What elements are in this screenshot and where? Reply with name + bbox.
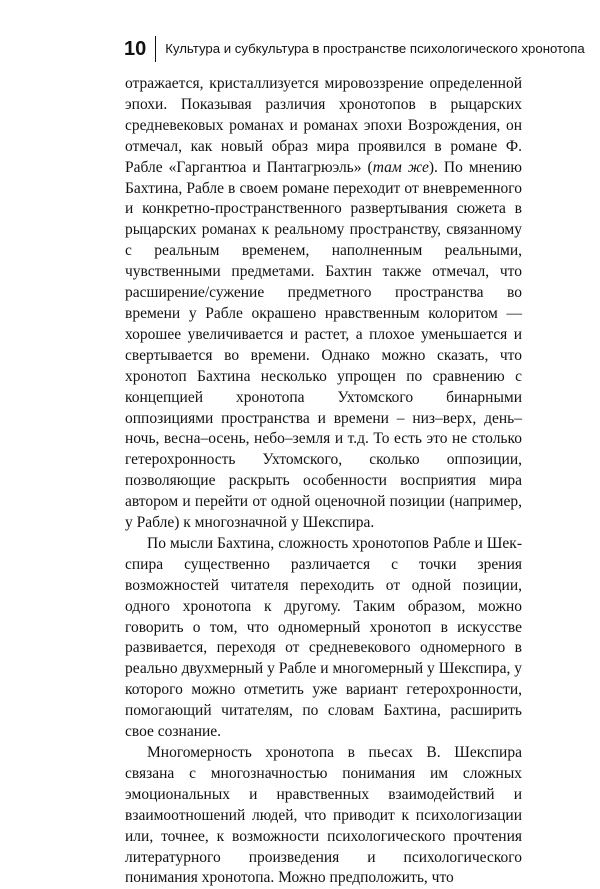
paragraph-1-part-1: отражается, кристаллизуется мировоззрение определенной эпохи. Показывая различия хронотопов в рыцарских средневековых романах и романах эпохи Возрождения, он отмечал, как новый образ мира проявился в романе Ф. Рабле «Гаргантюа и Пантагрюэль» (: [125, 75, 522, 176]
paragraph-1: [125, 74, 522, 534]
paragraph-2: По мысли Бахтина, сложность хронотопов Рабле и Шекспира существенно различается с точки зрения возможностей читателя переходить от одной позиции, одного хронотопа к другому. Таким образом, можно говорить о том, что одномерный хронотоп в искусстве развивается, переходя от средневекового одномерного в реально двухмерный у Рабле и многомерный у Шекспира, у которого можно отметить уже вариант гетерохронности, помогающий читателям, по словам Бахтина, расширить свое сознание.: [125, 534, 522, 741]
citation-emphasis: там же: [372, 158, 429, 176]
running-header: [124, 36, 585, 62]
paragraph-3: Многомерность хронотопа в пьесах В. Шекспира связана с многозначностью понимания им сложных эмоциональных и нравственных взаимодействий и взаимоотношений людей, что приводит к психологизации или, точнее, к возможности психологического прочтения литературного произведения и психологического понимания хронотопа. Можно предположить, что: [125, 744, 522, 887]
body-text: [125, 74, 522, 889]
running-title: Культура и субкультура в пространстве психологического хронотопа: [165, 41, 585, 56]
paragraph-1-part-2: ). По мнению Бахтина, Рабле в своем романе переходит от вневременного и конкретно-пространственного развертывания сюжета в рыцарских романах к реальному пространству, связанному с реальным временем, наполненным реальными, чувственными предметами. Бахтин также отмечал, что расширение/сужение предметного пространства во времени у Рабле окрашено нравственным колоритом — хорошее увеличивается и растет, а плохое уменьшается и свертывается во времени. Однако можно сказать, что хронотоп Бахтина несколько упрощен по сравнению с концепцией хронотопа Ухтомского бинарными оппозициями пространства и времени – низ–верх, день–ночь, весна–осень, небо–земля и т.д. То есть это не столько гетерохронность Ухтомского, сколько оппозиции, позволяющие раскрыть особенности восприятия мира автором и перейти от одной оценочной позиции (например, у Рабле) к многозначной у Шекспира.: [125, 158, 522, 532]
page-number: 10: [124, 36, 156, 62]
